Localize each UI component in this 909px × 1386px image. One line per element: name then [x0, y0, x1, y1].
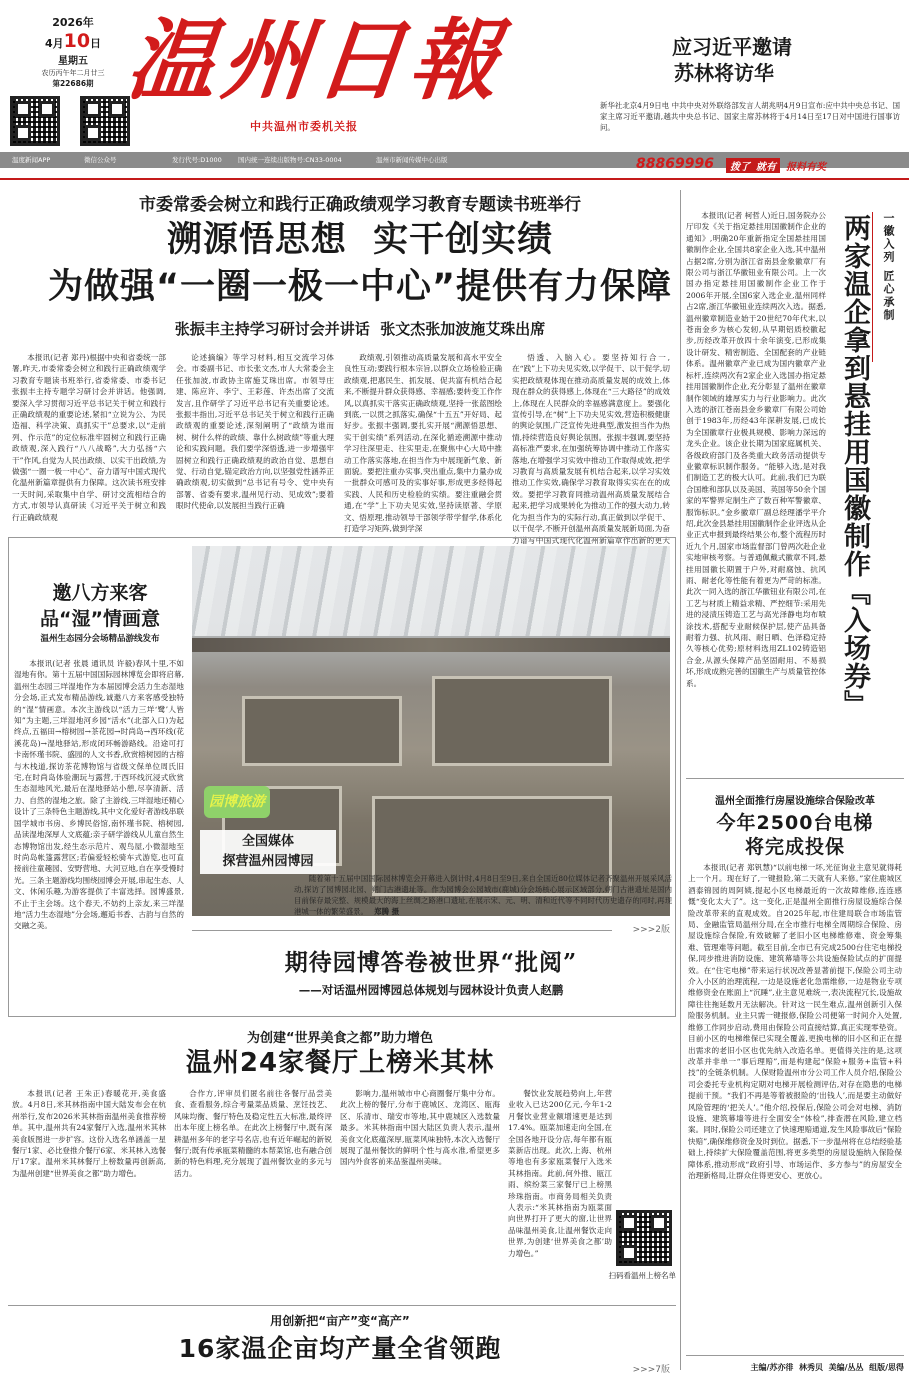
ruins-photo	[192, 546, 670, 916]
pub-code: 发行代号:D1000	[172, 156, 222, 164]
editors-divider	[686, 1355, 904, 1356]
sponsor-line: 中共温州市委机关报	[250, 120, 358, 133]
feature-badge: 邀八方来客	[52, 582, 148, 604]
lunar-date: 农历丙午年二月廿三	[41, 69, 105, 77]
top-news-body: 新华社北京4月9日电 中共中央对外联络部发言人胡兆明4月9日宣布:应中共中央总书记、国家主席习近平邀请,越共中央总书记、国家主席苏林将于4月14日至17日对中国进行国事访问。	[600, 101, 900, 132]
overlay-caption-line1: 全国媒体	[241, 834, 294, 849]
cn-code: 国内统一连续出版物号:CN33-0004	[238, 156, 342, 164]
sidebar-sub-headline-1: 今年2500台电梯	[716, 812, 874, 834]
newspaper-title: 温州日報	[122, 8, 510, 112]
sidebar-sub-kicker: 温州全面推行房屋设施综合保险改革	[715, 796, 875, 807]
date-year: 2026年	[52, 16, 94, 29]
tip-slogan-2: 就有	[752, 158, 780, 173]
sidebar-sub-headline-2: 将完成投保	[744, 836, 845, 858]
photo-jump[interactable]: >>>2版	[632, 925, 670, 935]
feature-body: 本报讯(记者 张晨 通讯员 许毅)春风十里,不如湿地有你。第十五届中国国际园林博览会即将启幕,温州生态园三垟湿地作为本届园博会活力生态湿地分会场,正式发布精品游线,诚邀八方来客感受独特的“湿”情画意。本次主游线以“活力三垟‘鹭’人皆知”为主题,三垟湿地河乡园“活水”(北部入口)为起终点,五福田→榕树园→茶花园→时尚岛→西环线(花溪花岛)→湿地驿站,形成闭环畅游路线。沿途可打卡南怀瑾书院、盛园的人文书香,欣赏榕树园的古榕与木栈道,探访茶花博物馆与省级文保单位周氏旧宅,在时尚岛体验潮玩与露营,于西环线沉浸式欣赏生态湿地风光,最后在湿地驿站小憩,尽享清新、活力、自然的湿地之旅。除了主游线,三垟湿地还精心设计了三条特色主题游线,其中文化爱好者游线串联国学城市书房、乡博民俗馆,南怀瑾书院、榕树园,品读湿地深厚人文底蕴;亲子研学游线从儿童自然生态博物馆出发,经生态示范片、观鸟屋,小微湿地至时尚岛帐篷露营区;若偏爱轻松骑车式游览,也可直接前往童趣园、安野营地、大河豆地,自在享受慢时光。三条主题游线均围绕园博会开展,串起生态、人文、休闲乐趣,为游客提供了丰富选择。园博盛景,不止于主会场。这个春天,不妨约上亲友,来三垟湿地“活力生态湿地”分会场,邂逅书香、古韵与自然的交融之美。	[14, 659, 184, 931]
photographer: 郑腾 摄	[374, 907, 400, 916]
michelin-column-1: 本报讯(记者 王朱正)春暖花开,美食盛放。4月8日,米其林指南中国大陆发布会在杭州举行,发布2026米其林指南温州美食推荐榜单。其中,温州共有24家餐厅入选,温州米其林美食版图进一步扩容。这份入选名单涵盖一星餐厅1家、必比登推介餐厅6家、米其林入选餐厅17家。温州米其林餐厅上榜数量再创新高,为温州创建“世界美食之都”助力增色。	[12, 1089, 166, 1178]
editors-line: 主编/苏亦徘 林秀贝 美编/丛丛 组版/思得	[750, 1363, 904, 1372]
lead-column-2: 论述摘编》等学习材料,相互交流学习体会。市委副书记、市长张文杰,市人大常委会主任张加波,市政协主席施艾珠出席。市领导庄建、陈应许、李宁、王彩莲、许杰出席了交流发言,且作研学了习近平总书记有关重要论述。张振丰指出,习近平总书记关于树立和践行正确政绩观的重要论述,深刻阐明了“政绩为谁而树、树什么样的政绩、靠什么树政绩”等重大理论和实践问题。我们要学深悟透,进一步增强牢固树立和践行正确政绩观的政治自觉、思想自觉、行动自觉,锚定政治方向,以坚强党性涵养正确政绩观,切实做到“总书记有号令、党中央有部署、省委有要求,温州见行动、见成效”;要着眼时代使命,以发展担当践行正确	[176, 353, 334, 511]
date-line	[38, 30, 108, 52]
date-day-suffix: 日	[90, 37, 102, 50]
lead-deck: 张振丰主持学习研讨会并讲话 张文杰张加波施艾珠出席	[174, 320, 546, 338]
michelin-column-3: 影响力,温州城市中心商圈餐厅集中分布。此次上榜的餐厅,分布于鹿城区、龙湾区、瓯海区、乐清市、瑞安市等地,其中鹿城区入选数量最多。米其林指南中国大陆区负责人表示,温州美食文化底蕴深厚,瓯菜风味独特,本次入选餐厅展现了温州餐饮的鲜明个性与高水准,希望更多国内外食客前来品鉴温州美味。	[340, 1089, 500, 1167]
bottom-kicker: 用创新把“亩产”变“高产”	[270, 1314, 410, 1328]
sidebar-divider	[680, 190, 681, 1370]
lead-column-1: 本报讯(记者 郑丹)根据中央和省委统一部署,昨天,市委常委会树立和践行正确政绩观学习教育专题读书班举行,省委常委、市委书记张振丰主持专题学习研讨会并讲话。他强调,要深入学习贯彻习近平总书记关于树立和践行正确政绩观的重要论述,紧扣“立说为公、为民造福、科学决策、真抓实干”总要求,以“走前列、作示范”的定位标准牢固树立和践行正确政绩观,深入践行“八八战略”,大力弘扬“六干”作风,自觉为人民出政绩、以实干出政绩,为做强“一圈一极一中心”、奋力谱写中国式现代化温州新篇章提供有力保障。这次读书班安排一天时间,采取集中自学、研讨交流相结合的方式,市领导认真研读《习近平关于树立和践行正确政绩观	[12, 353, 166, 522]
top-rule	[0, 178, 909, 180]
interview-headline: 期待园博答卷被世界“批阅”	[284, 949, 578, 976]
michelin-column-4: 餐饮业发展趋势向上,年营业收入已达200亿元,今年1-2月餐饮业营业额增速更是达到17.4%。瓯菜加速走向全国,在全国各地开设分店,每年都有瓯菜新店出现。此次,上海、杭州等地也有多家瓯菜餐厅入选米其林指南。此前,何外推、瓯江雨、缤纷菜三家餐厅已上榜黑珍珠指南。市商务局相关负责人表示:“米其林指南为瓯菜面向世界打开了更大的窗,让世界品味温州美食,让温州餐饮走向世界,为创建‘世界美食之都’助力增色。”	[508, 1089, 612, 1258]
issue-number: 第22686期	[52, 79, 94, 88]
michelin-kicker: 为创建“世界美食之都”助力增色	[246, 1031, 434, 1046]
publisher: 温州市新闻传媒中心出版	[376, 156, 448, 164]
michelin-headline: 温州24家餐厅上榜米其林	[185, 1048, 495, 1078]
michelin-column-2: 合作方,评审员们匿名前往各餐厅品尝美食、查看服务,综合考量菜品质量、烹饪技艺、风味均衡、餐厅特色及稳定性五大标准,最终评出本年度上榜名单。在此次上榜餐厅中,既有深耕温州多年的老字号名店,也有近年崛起的新锐餐厅;既有传承瓯菜精髓的本帮菜馆,也有融合创新的特色料理,充分展现了温州餐饮业的多元与活力。	[174, 1089, 332, 1178]
michelin-divider	[8, 1305, 676, 1306]
weekday: 星期五	[58, 56, 88, 67]
app-label[interactable]: 温度新闻APP	[12, 156, 51, 164]
tip-line-ad[interactable]	[600, 154, 909, 178]
overlay-caption-line2: 探营温州园博园	[222, 854, 314, 869]
wechat-label[interactable]: 微信公众号	[84, 156, 117, 164]
top-news-headline	[672, 34, 862, 86]
michelin-qr-icon[interactable]	[616, 1210, 672, 1266]
photo-sticker: 园博旅游	[204, 786, 270, 818]
date-day: 10	[63, 30, 91, 52]
feature-headline: 品“湿”情画意	[40, 608, 160, 630]
tip-slogan-1: 拨了	[726, 158, 754, 173]
top-news-line2: 苏林将访华	[674, 61, 774, 85]
date-month: 4月	[44, 37, 64, 50]
lead-headline-2: 为做强“一圈一极一中心”提供有力保障	[47, 267, 672, 307]
feature-sub: 温州生态园分会场精品游线发布	[40, 634, 160, 644]
interview-deck: ——对话温州园博园总体规划与园林设计负责人赵鹏	[298, 983, 564, 997]
sidebar-sub-body: 本报讯(记者 郑钒慧)“以前电梯一坏,光征询业主意见就得耗上一个月。现在好了,一键报险,第二天就有人来修。”家住鹿城区酒泰锦园的周阿姨,提起小区电梯最近的一次故障维修,连连感慨“变化太大了”。这一变化,正是温州全面推行房屋设施综合保险改革带来的直观成效。自2025年起,市住建局联合市场监管局、金融监管局温州分局,在全市推行电梯全周期综合保险、房屋设施综合保险,有效破解了老旧小区电梯维修难、资金筹集难、管理难等问题。截至目前,全市已有完成2500台住宅电梯投保,同步推进消防设施、建筑幕墙等公共设施保险试点的扩面提效。在“住宅电梯”带来运行状况改善显著前提下,保险公司主动介入小区的治理流程,一边是设施老化急需维修,一边是物业专项维修资金在账面上“沉睡”,业主意见难统一,表决流程冗长,设施故障往往拖延数月无法解决。针对这一民生难点,温州创新引入保险服务机制。业主只需一键报修,保险公司便第一时间介入处置,维修工作同步启动,费用由保险公司直接结算,真正实现零垫资。目前小区的电梯维保已实现全覆盖,更换电梯的旧小区和正在提出需求的老旧小区也优先纳入改造名单。更值得关注的是,这项改革并非单一“事后理赔”,而是构建起“保险+服务+监管+科技”的全链条机制。人保财险温州市分公司工作人员介绍,保险公司会委托专业机构定期对电梯开展检测评估,对存在隐患的电梯提前干预。“我们不再是等着被报险的‘出钱人’,而是要主动做好风险管理的‘把关人’。”他介绍,投保后,保险公司会对电梯、消防设施、建筑幕墙等进行全面安全“体检”,排查潜在风险,建立档案。同时,保险公司还建立了快速理赔通道,发生风险事故后“保险快赔”,确保维修资金及时到位。据悉,下一步温州将在总结经验基础上,持续扩大保险覆盖范围,将更多类型的房屋设施纳入保险保障体系,推动形成“政府引导、市场运作、多方参与”的房屋安全治理新格局,让群众住得更安心、更放心。	[688, 863, 902, 1180]
lead-column-4: 悟透、入脑入心。要坚持知行合一,在“践”上下功夫见实效,以学促干、以干促学,切实把政绩观体现在推动高质量发展的成效上,体现在群众的获得感上,体现在“三大路径”的成效上,体现在人民群众的幸福感满意度上。要强化宣传引导,在“树”上下功夫见实效,营造积极健康的舆论氛围,广泛宣传先进典型,激发担当作为热情,持续营造良好舆论氛围。张振丰强调,要坚持高标准严要求,在加强统筹协调中推动工作落实落地,在增强学习实效中推动工作取得成效,把学习教育与高质量发展有机结合起来,以学习实效推动工作实效,确保学习教育取得实实在在的成效。要把学习教育同推动温州高质量发展结合起来,把学习成果转化为推动工作的强大动力,转化为担当作为的实际行动,真正做到以学促干、以干促学,不断开创温州高质量发展新局面,为奋力谱写中国式现代化温州新篇章作出新的更大	[512, 353, 670, 545]
lead-column-3: 政绩观,引领推动高质量发展和高水平安全良性互动;要践行根本宗旨,以群众立场检验正确政绩观,把惠民生、抓发展、促共富有机结合起来,不断提升群众获得感、幸福感;要转变工作作风,以真抓实干落实正确政绩观,坚持一张蓝图绘到底,一以贯之抓落实,确保“十五五”开好局、起好步。张振丰强调,要扎实开展“溯源悟思想、实干创实绩”系列活动,在深化循迹溯源中推动学习往深里走、往实里走,在聚焦中心大局中推动工作落实落地,在担当作为中展现新气象、新面貌。要把注重办实事,突出重点,集中力量办成一批群众可感可及的实事好事,形成更多经得起实践、人民和历史检验的实绩。要注重融会贯通,在“学”上下功夫见实效,坚持读原著、学原文、悟原理,推动领导干部领学带学督学,体系化打造学习矩阵,做到学深	[344, 353, 502, 534]
tip-slogan-3: 报料有奖	[786, 162, 826, 173]
michelin-qr-caption: 扫码看温州上榜名单	[608, 1271, 676, 1280]
top-news-line1: 应习近平邀请	[672, 35, 792, 59]
lead-kicker: 市委常委会树立和践行正确政绩观学习教育专题读书班举行	[139, 195, 581, 215]
bottom-jump[interactable]: >>>7版	[632, 1365, 670, 1375]
photo-caption	[294, 873, 672, 919]
photo-caption-text: 随着第十五届中国国际园林博览会开幕进入倒计时,4月8日至9日,来自全国近80位媒体记者齐聚温州开展采风活动,探访了园博园北园、朔门古港遗址等。作为园博会公园城市(鹿城)分会场核心展示区域部分,朔门古港遗址是国内目前保存最完整、规模最大的海上丝绸之路港口遗址,在展示宋、元、明、清和近代等不同时代历史遗存的同时,再现港城一体的繁荣盛景。	[294, 874, 672, 916]
lead-headline-1: 溯源悟思想 实干创实绩	[166, 220, 554, 260]
date-block	[38, 14, 108, 89]
sidebar-kicker: 一徽入列 匠心承制	[882, 212, 895, 322]
sidebar-sub-divider	[686, 778, 904, 779]
photo-divider	[192, 930, 612, 931]
photo-overlay-caption	[200, 830, 336, 874]
tip-phone[interactable]: 88869996	[636, 156, 714, 172]
masthead	[0, 0, 909, 152]
app-qr-icon[interactable]	[10, 96, 60, 146]
sidebar-headline: 两家温企拿到悬挂用国徽制作『入场券』	[839, 214, 870, 718]
bottom-headline: 16家温企亩均产量全省领跑	[178, 1334, 502, 1363]
sidebar-body: 本报讯(记者 柯哲人)近日,国务院办公厅印发《关于指定悬挂用国徽制作企业的通知》,明确20年重新指定全国悬挂用国徽制作企业,全国共8家企业入选,其中温州占据2席,分别为浙江省南县金象徽章厂有限公司与浙江华徽钮业有限公司。上一次国办指定悬挂用国徽制作企业工作于2006年开展,全国6家入选企业,温州同样占2席,浙江华徽钮业连续两次入选。据悉,温州徽章制造业始于20世纪70年代末,以苍南金乡为核心发轫,从早期铝质校徽起步,历经改革开放四十余年演变,已形成集设计研发、精密制造、全国配套的产业链体系。温州徽章产业已成为国内徽章产业标杆,连续两次有2家企业入选国办指定悬挂用国徽制作企业,充分彰显了温州在徽章制作领域的雄厚实力与行业影响力。此次入选的浙江苍南县金乡徽章厂有限公司始创于1983年,历经43年深耕发展,已成长为全国徽章行业极具规模、影响力深远的龙头企业。该企业长期为国家庭属机关、各级政府部门及各类重大政务活动提供专业徽章标识制作服务。“能够入选,是对我们制造工艺的极大认可。此前,我们已为联合国维和部队以及美国、英国等50余个国家的军警界定制生产了数百种军警徽章、服饰标识。”金乡徽章厂副总经理潘学平介绍,此次金县悬挂用国徽制作企业评选从企业正式申报到最终结果公布,整个流程历时近九个月,国家市场监督部门曾两次赴企业实地审核考察。与普通佩戴式徽章不同,悬挂用国徽长期置于户外,对耐腐蚀、抗风雨、耐老化等性能有着更为严苛的标准。此次一同入选的浙江华徽钮业有限公司,在工艺与材质上精益求精、严控细节:采用先进的浸渍压铸造工艺与高光泽静电均布喷涂技术,搭配专业耐候保护层,使产品具备耐着力强、抗风雨、耐日晒、色泽稳定持久等核心优势;原材料选用ZL102铸造铝合金,从源头保障产品坚固耐用、不易损坏,形成成熟完善的国徽生产与质量管控体系。	[686, 211, 826, 688]
sidebar-kicker-rule	[872, 212, 873, 362]
